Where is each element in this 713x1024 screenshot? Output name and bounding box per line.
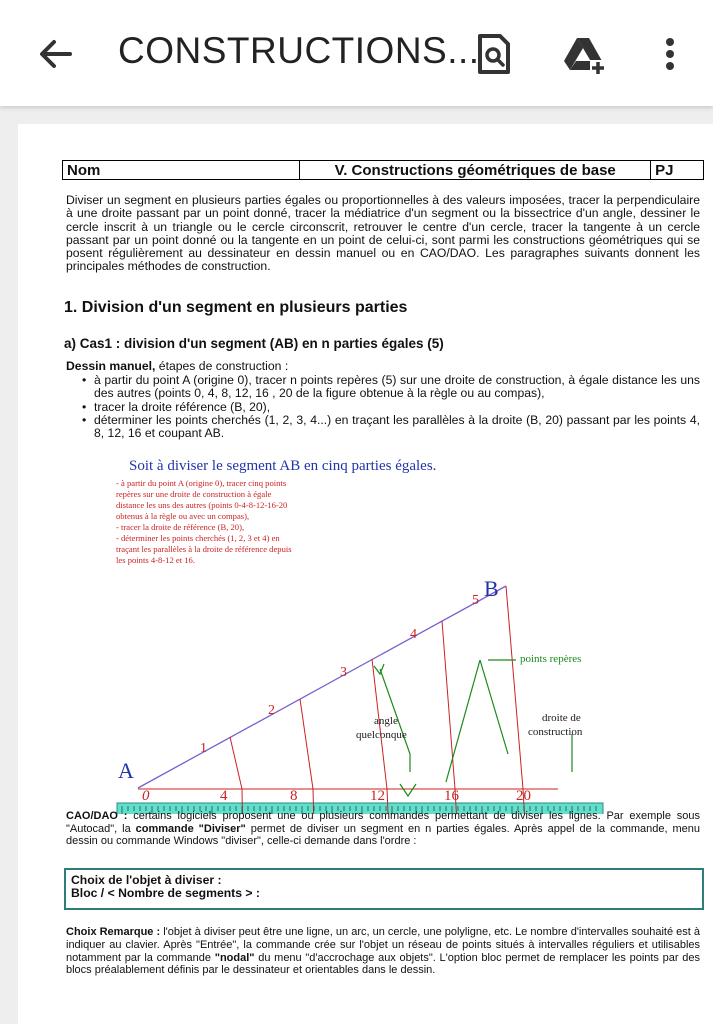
label-point-b: B (484, 576, 499, 601)
header-title: V. Constructions géométriques de base (300, 161, 651, 179)
parallel-lines (230, 586, 530, 814)
construction-marks (142, 788, 531, 804)
note-line: distance les uns des autres (points 0-4-8-12-16-20 (116, 500, 288, 510)
label-angle: angle (374, 715, 398, 727)
cao-text-2: permet de diviser un segment en n parties égales. Après appel de la commande, menu dessin ou commande Windows "diviser", celle-ci demande dans l'ordre : (66, 822, 701, 847)
label-points-reperes: points repères (520, 653, 582, 665)
cao-label: CAO/DAO : (66, 810, 128, 822)
construction-steps (82, 374, 700, 440)
mark-4: 4 (220, 788, 228, 804)
list-item: • tracer la droite référence (B, 20), (82, 401, 700, 414)
point-1: 1 (200, 741, 207, 756)
prompt-line-2: Bloc / < Nombre de segments > : (71, 886, 260, 900)
remark-label: Choix Remarque : (66, 926, 161, 938)
remark-paragraph (66, 926, 700, 977)
point-4: 4 (410, 627, 417, 642)
segment-ab (138, 586, 506, 788)
cao-paragraph (66, 810, 700, 848)
label-construction: construction (528, 726, 583, 738)
dessin-manuel-rest: étapes de construction : (155, 359, 289, 373)
point-2: 2 (268, 703, 275, 718)
remark-command: "nodal" (214, 951, 255, 964)
cao-command: commande "Diviser" (135, 822, 246, 835)
add-to-drive-icon[interactable] (558, 28, 610, 80)
dessin-manuel-intro (66, 359, 288, 373)
header-table (62, 160, 704, 180)
list-item: • déterminer les points cherchés (1, 2, 3, 4...) en traçant les parallèles à la droite (B, 20) passant par les points 4, 8, 12, 16 et coupant AB. (82, 414, 700, 441)
note-line: - déterminer les points cherchés (1, 2, 3 et 4) en (116, 533, 280, 543)
mark-0: 0 (142, 788, 150, 804)
list-item: • à partir du point A (origine 0), tracer n points repères (5) sur une droite de construction, à égale distance les uns des autres (points 0, 4, 8, 12, 16 , 20 de la figure obtenue à la règle ou au compas), (82, 374, 700, 401)
dessin-manuel-label: Dessin manuel, (66, 359, 156, 373)
more-vert-icon[interactable] (644, 28, 696, 80)
remark-text-2: du menu "d'accrochage aux objets". L'option bloc permet de remplacer les points par des blocs préalablement définis par le dessinateur et orientables dans le dessin. (66, 951, 700, 977)
label-droite-de: droite de (542, 712, 581, 724)
mark-20: 20 (516, 788, 531, 804)
mark-16: 16 (444, 788, 459, 804)
document-title: CONSTRUCTIONS... (118, 30, 480, 71)
section-heading: 1. Division d'un segment en plusieurs parties (64, 299, 408, 316)
subsection-heading: a) Cas1 : division d'un segment (AB) en n parties égales (5) (64, 336, 444, 351)
mark-8: 8 (290, 788, 298, 804)
mark-12: 12 (370, 788, 385, 804)
figure-12 (18, 454, 713, 814)
prompt-line-1: Choix de l'objet à diviser : (71, 873, 222, 887)
figure-notes (116, 478, 292, 565)
command-prompt-box (64, 868, 704, 910)
point-3: 3 (340, 665, 347, 680)
document-page (18, 124, 713, 1024)
note-line: repères sur une droite de construction à égale (116, 489, 272, 499)
note-line: - tracer la droite de référence (B, 20), (116, 522, 245, 532)
note-line: traçant les parallèles à la droite de référence depuis (116, 544, 292, 554)
cao-text-1: certains logiciels proposent une ou plusieurs commandes permettant de diviser les lignes. Par exemple sous "Autocad", la (66, 810, 700, 835)
note-line: obtenus à la règle ou avec un compas), (116, 511, 250, 521)
header-pj: PJ (655, 162, 674, 179)
app-bar (0, 0, 713, 106)
remark-text-1: l'objet à diviser peut être une ligne, un arc, un cercle, une polyligne, etc. Le nombre d'intervalles souhaité est à indiquer au clavier. Après "Entrée", la commande crée sur l'objet un réseau de points situés à intervalles réguliers et utilisables notamment par la commande (66, 926, 700, 964)
figure-heading: Soit à diviser le segment AB en cinq parties égales. (129, 458, 437, 474)
find-in-page-icon[interactable] (468, 28, 520, 80)
point-5: 5 (472, 593, 479, 608)
label-point-a: A (118, 758, 134, 783)
label-quelconque: quelconque (356, 729, 407, 741)
note-line: - à partir du point A (origine 0), tracer cinq points (116, 478, 287, 488)
header-nom: Nom (63, 161, 300, 179)
arrow-back-icon[interactable] (30, 28, 82, 80)
note-line: les points 4-8-12 et 16. (116, 555, 196, 565)
document-viewer[interactable] (0, 106, 713, 1024)
intro-paragraph: Diviser un segment en plusieurs parties égales ou proportionnelles à des valeurs imposées, tracer la perpendiculaire à une droite passant par un point donné, tracer la médiatrice d'un segment ou la bissectrice d'un angle, dessiner le cercle inscrit à un triangle ou le cercle circonscrit, retrouver le centre d'un cercle, tracer la tangente à un cercle passant par un point donné ou la tangente en un point de celui-ci, sont parmi les constructions géométriques qui se posent régulièrement au dessinateur en dessin manuel ou en CAO/DAO. Les paragraphes suivants donnent les principales méthodes de construction. (66, 193, 700, 274)
